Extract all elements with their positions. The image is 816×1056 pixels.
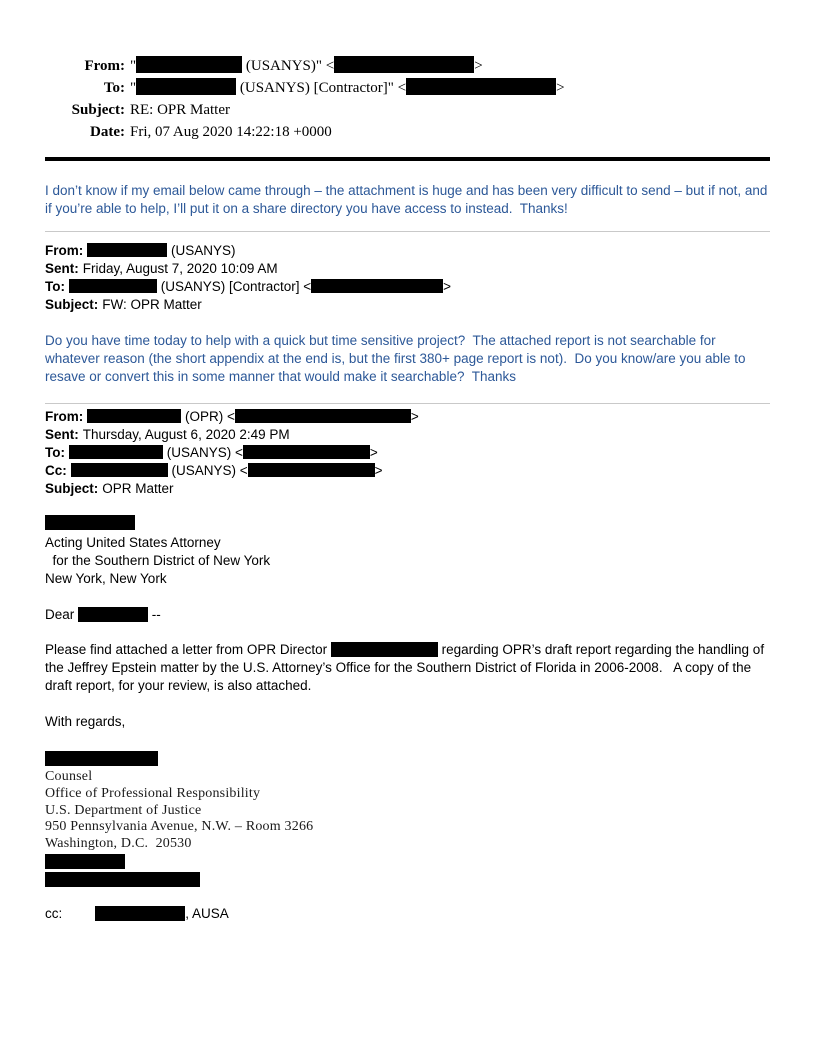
fwd2-row-from [45,408,770,426]
redaction-box [235,409,411,423]
header-divider-rule [45,157,770,161]
text-line: U.S. Department of Justice [45,802,202,818]
text-line: Washington, D.C. 20530 [45,836,192,852]
message-header [45,55,770,143]
header-row-to [45,77,770,99]
to-label: To: [103,80,125,96]
fwd1-subject-value [102,297,202,312]
text-segment: (USANYS) [Contractor] < [157,279,312,294]
redaction-box [69,445,163,459]
fwd2-row-sent [45,426,770,444]
text-segment: (USANYS) [Contractor]" < [236,80,407,96]
fwd2-row-subject [45,480,770,498]
date-label: Date: [90,124,125,140]
letter-body [45,515,770,923]
text-segment: (USANYS)" < [242,58,335,74]
salutation-line [45,606,770,624]
signature-address-lines [45,769,770,853]
text-line: 950 Pennsylvania Avenue, N.W. – Room 3266 [45,819,314,835]
recipient-address-block [45,534,770,588]
fwd1-subject-label: Subject: [45,297,99,312]
fwd2-from-label: From: [45,409,84,424]
text-segment: cc: [45,905,63,921]
text-segment: , AUSA [185,905,229,921]
redaction-box [78,607,148,622]
cc-line [45,905,770,923]
text-segment: > [410,409,419,424]
text-line: Office of Professional Responsibility [45,785,261,801]
redaction-box [334,56,474,73]
redaction-box [87,409,181,423]
fwd1-to-value [69,279,451,294]
redaction-box [248,463,375,477]
redaction-box [45,854,125,869]
subject-label: Subject: [71,102,125,118]
signature-name-redaction [45,751,770,766]
text-segment: > [369,445,378,460]
fwd2-from-value [87,409,419,424]
header-row-from [45,55,770,77]
fwd1-row-from [45,242,770,260]
fwd1-row-subject [45,296,770,314]
text-line: Counsel [45,769,93,784]
fwd2-to-label: To: [45,445,65,460]
fwd1-from-value [87,243,235,258]
text-line: New York, New York [45,571,167,586]
fwd1-sent-label: Sent: [45,261,79,276]
text-segment: Dear [45,607,79,622]
text-segment: (OPR) < [181,409,235,424]
text-segment: Fri, 07 Aug 2020 14:22:18 +0000 [130,124,332,140]
text-segment: (USANYS) [167,243,236,258]
text-segment: RE: OPR Matter [130,102,230,118]
recipient-name-redaction [45,515,770,530]
reply-note-text: I don’t know if my email below came through – the attachment is huge and has been very difficult to send – but if not, and if you’re able to help, I’ll put it on a share directory you have access to instead. Thanks! [45,183,772,216]
text-segment: > [556,80,565,96]
text-segment: Please find attached a letter from OPR Director [45,642,331,657]
fwd1-sent-value [83,261,278,276]
text-segment: Friday, August 7, 2020 10:09 AM [82,261,278,276]
closing-line: With regards, [45,714,126,729]
fwd2-subject-value [102,481,173,496]
redaction-box [95,906,185,921]
fwd1-row-to [45,278,770,296]
redaction-box [69,279,157,293]
fwd2-row-cc [45,462,770,480]
fwd2-subject-label: Subject: [45,481,99,496]
redaction-box [331,642,438,657]
text-line: Acting United States Attorney [45,535,221,550]
text-segment: " [130,80,137,96]
date-value [130,121,332,143]
text-segment: -- [148,607,161,622]
text-segment: " [130,58,137,74]
text-line: for the Southern District of New York [45,553,271,568]
redaction-box [406,78,556,95]
to-value [130,77,565,99]
subject-value [130,99,230,121]
fwd1-row-sent [45,260,770,278]
fwd2-row-to [45,444,770,462]
text-segment: Thursday, August 6, 2020 2:49 PM [82,427,290,442]
quoted-email-separator-2 [45,403,770,404]
forwarded-header-1 [45,242,770,314]
redaction-box [45,515,135,530]
fwd1-to-label: To: [45,279,65,294]
redaction-box [87,243,167,257]
redaction-box [243,445,370,459]
redaction-box [311,279,443,293]
fwd2-cc-value [71,463,383,478]
redaction-box [71,463,168,477]
forwarded-email-1-body: Do you have time today to help with a quick but time sensitive project? The attached report is not searchable for whatever reason (the short appendix at the end is, but the first 380+ page report is not). Do you know/are you able to resave or convert this in some manner that would make it searchable? Thanks [45,333,750,384]
letter-paragraph [45,641,770,695]
text-segment: FW: OPR Matter [102,297,202,312]
header-row-subject [45,99,770,121]
redaction-box [45,751,158,766]
fwd2-cc-label: Cc: [45,463,67,478]
text-segment: (USANYS) < [167,463,248,478]
redaction-box [136,78,236,95]
forwarded-header-2 [45,408,770,498]
from-value [130,55,483,77]
text-segment: > [374,463,383,478]
text-segment: (USANYS) < [163,445,243,460]
text-segment: OPR Matter [102,481,174,496]
fwd2-to-value [69,445,378,460]
quoted-email-separator [45,231,770,232]
redaction-box [136,56,242,73]
signature-phone-redaction [45,854,770,869]
fwd2-sent-label: Sent: [45,427,79,442]
signature-email-redaction [45,872,770,887]
fwd2-sent-value [83,427,290,442]
fwd1-from-label: From: [45,243,84,258]
text-segment: > [443,279,452,294]
text-segment: > [474,58,483,74]
header-row-date [45,121,770,143]
from-label: From: [84,58,125,74]
text-segment: regarding OPR’s draft report regarding the handling of the Jeffrey Epstein matter by the U.S. Attorney’s Office for the Southern District of Florida in 2006-2008. A copy of the draft report, for your review, is also attached. [45,642,768,693]
redaction-box [45,872,200,887]
signature-block [45,751,770,887]
